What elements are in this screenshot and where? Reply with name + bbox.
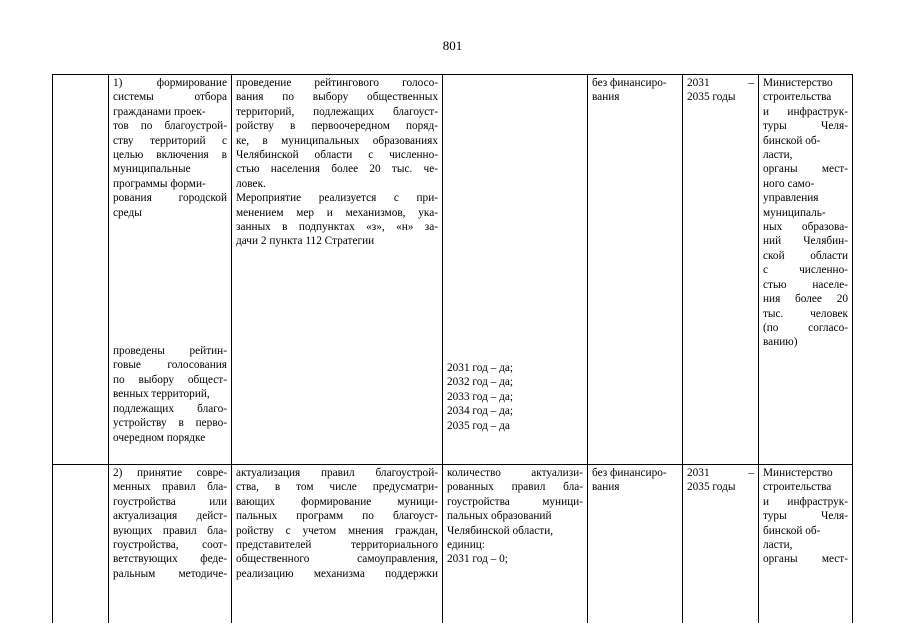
empty-cell [53,75,109,465]
description-text: проведение рейтингового голосо- вания по выбору общественных территорий, подлежащих благоуст- ройству в первоочередном поряд- ке, в муниципальных образованиях Челябинской области с численно- стью населения более 20 тыс. че- ловек. Мероприятие реализуется с при- менением мер и механизмов, ука- занных в подпунктах «з», «н» за- дачи 2 пункта 112 Стратегии [236,77,438,248]
financing-cell: без финансиро- вания [588,75,683,465]
result-text: проведены рейтин- говые голосования по выбору общест- венных территорий, подлежащих благо- устройству в перво- очередном порядке [113,345,227,444]
description-cell [232,75,443,465]
executor-cell: Министерство строительства и инфраструк- туры Челя- бинской об- ласти, органы мест- [759,465,853,624]
indicator-cell [443,75,588,465]
period-cell: 2031 – 2035 годы [683,465,759,624]
measure-cell [109,75,232,465]
financing-cell: без финансиро- вания [588,465,683,624]
measure-text: 1) формирование системы отбора гражданами проек- тов по благоустрой- ству территорий с целью включения в муниципальные программы форми- рования городской среды [113,77,227,219]
indicator-cell: количество актуализи- рованных правил бла- гоустройства муници- пальных образований Челябинской области, единиц: 2031 год – 0; [443,465,588,624]
indicator-values: 2031 год – да; 2032 год – да; 2033 год – да; 2034 год – да; 2035 год – да [447,362,514,432]
page-number: 801 [442,38,463,53]
description-cell: актуализация правил благоустрой- ства, в том числе предусматри- вающих формирование муници- пальных программ по благоуст- ройству с учетом мнения граждан, представителей территориального общественного самоуправления, реализацию механизма поддержки [232,465,443,624]
table-row [53,75,853,465]
table-row [53,465,853,624]
measures-table [52,74,853,623]
measure-cell: 2) принятие совре- менных правил бла- гоустройства или актуализация дейст- вующих правил бла- гоустройства, соот- ветствующих феде- ральным методиче- [109,465,232,624]
empty-cell [53,465,109,624]
executor-cell: Министерство строительства и инфраструк- туры Челя- бинской об- ласти, органы мест- ного само- управления муниципаль- ных образова- ний Челябин- ской области с численно- стью населе- ния более 20 тыс. человек (по согласо- ванию) [759,75,853,465]
period-cell: 2031 – 2035 годы [683,75,759,465]
